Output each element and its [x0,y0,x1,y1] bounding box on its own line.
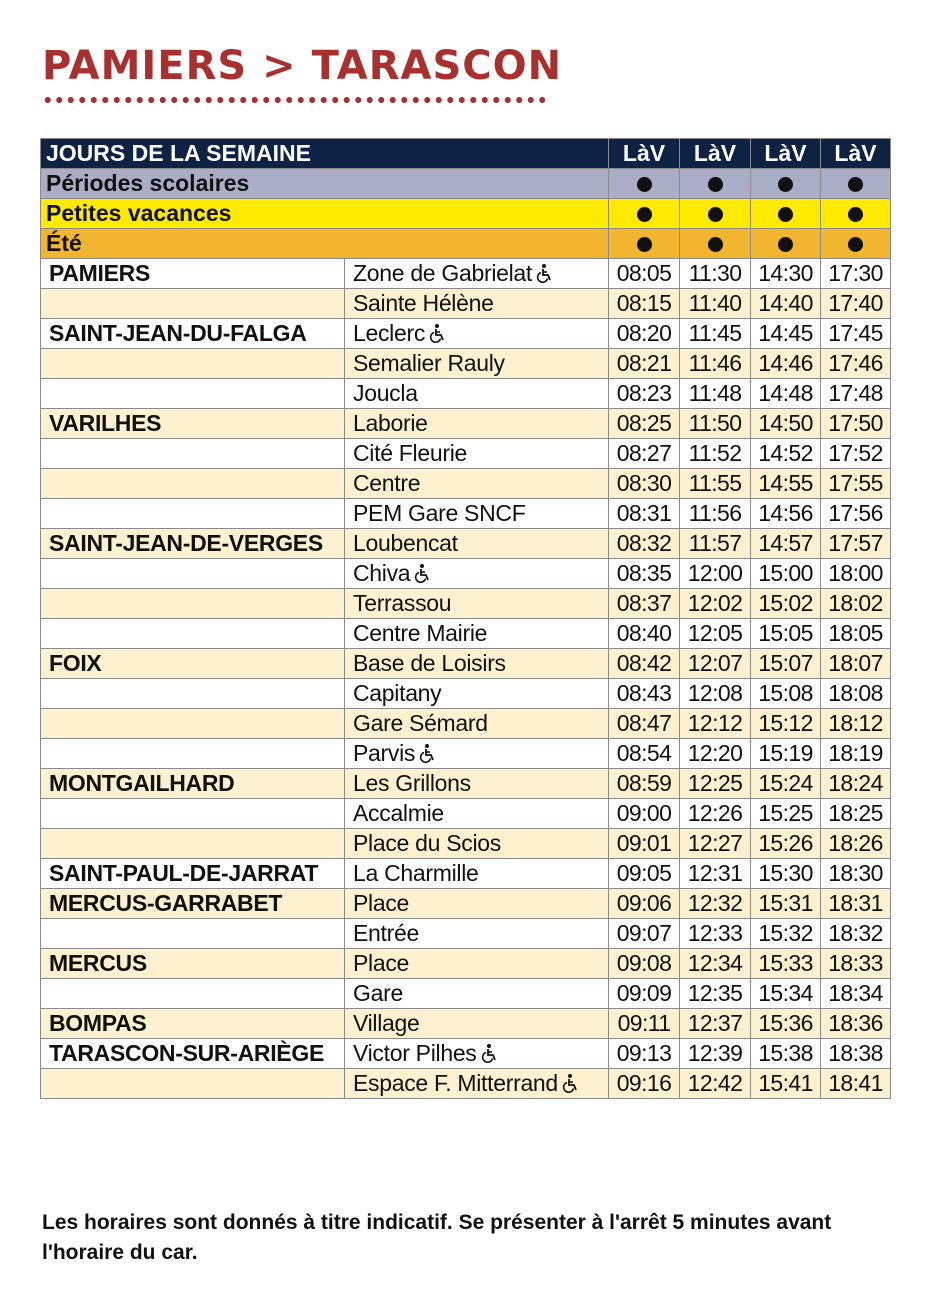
departure-time: 14:45 [751,319,821,349]
city-cell [41,289,345,319]
departure-time: 11:30 [680,259,751,289]
stop-name: Laborie [353,410,428,436]
stop-cell [345,1009,609,1039]
stop-cell [345,499,609,529]
service-dot [609,169,680,199]
departure-time: 18:25 [821,799,891,829]
city-cell: MERCUS-GARRABET [41,889,345,919]
departure-time: 15:36 [751,1009,821,1039]
stop-name: Capitany [353,680,442,706]
departure-time: 11:45 [680,319,751,349]
city-cell: FOIX [41,649,345,679]
stop-cell [345,619,609,649]
stop-name: Entrée [353,920,419,946]
table-row [41,829,891,859]
departure-time: 11:50 [680,409,751,439]
departure-time: 08:37 [609,589,680,619]
period-row-summer [41,229,891,259]
city-cell [41,439,345,469]
service-dot [821,169,891,199]
stop-cell [345,859,609,889]
stop-cell [345,649,609,679]
departure-time: 17:56 [821,499,891,529]
departure-time: 17:46 [821,349,891,379]
departure-time: 11:55 [680,469,751,499]
wheelchair-icon [413,561,433,581]
departure-time: 18:07 [821,649,891,679]
table-row [41,949,891,979]
table-row [41,379,891,409]
service-dot [609,229,680,259]
stop-name: Sainte Hélène [353,290,494,316]
departure-time: 08:15 [609,289,680,319]
departure-time: 17:48 [821,379,891,409]
wheelchair-icon [561,1071,581,1091]
departure-time: 12:26 [680,799,751,829]
departure-time: 14:40 [751,289,821,319]
departure-time: 15:00 [751,559,821,589]
city-cell [41,739,345,769]
service-dot [609,199,680,229]
departure-time: 15:02 [751,589,821,619]
city-cell [41,559,345,589]
departure-time: 15:12 [751,709,821,739]
departure-time: 15:33 [751,949,821,979]
table-row [41,589,891,619]
departure-time: 08:47 [609,709,680,739]
stop-cell [345,259,609,289]
page-title: PAMIERS > TARASCON [42,43,563,89]
departure-time: 09:05 [609,859,680,889]
city-cell [41,829,345,859]
departure-time: 17:30 [821,259,891,289]
departure-time: 09:11 [609,1009,680,1039]
departure-time: 18:30 [821,859,891,889]
departure-time: 09:13 [609,1039,680,1069]
city-cell: SAINT-JEAN-DE-VERGES [41,529,345,559]
table-row [41,439,891,469]
city-cell [41,349,345,379]
departure-time: 18:12 [821,709,891,739]
stop-name: Terrassou [353,590,452,616]
city-cell [41,709,345,739]
stop-name: Chiva [353,560,411,586]
stop-cell [345,739,609,769]
departure-time: 08:35 [609,559,680,589]
departure-time: 12:07 [680,649,751,679]
stop-name: Joucla [353,380,418,406]
table-row [41,979,891,1009]
departure-time: 18:24 [821,769,891,799]
city-cell: BOMPAS [41,1009,345,1039]
departure-time: 08:21 [609,349,680,379]
table-row [41,889,891,919]
departure-time: 14:30 [751,259,821,289]
departure-time: 15:25 [751,799,821,829]
departure-time: 14:52 [751,439,821,469]
departure-time: 11:56 [680,499,751,529]
departure-time: 18:34 [821,979,891,1009]
service-dot [680,169,751,199]
departure-time: 18:31 [821,889,891,919]
departure-time: 08:54 [609,739,680,769]
stop-cell [345,919,609,949]
service-dot [751,229,821,259]
table-row [41,349,891,379]
service-dot [751,199,821,229]
departure-time: 11:40 [680,289,751,319]
departure-time: 17:45 [821,319,891,349]
day-header: LàV [751,139,821,169]
stop-cell [345,439,609,469]
stop-name: Loubencat [353,530,458,556]
departure-time: 15:34 [751,979,821,1009]
stop-name: Leclerc [353,320,426,346]
stop-cell [345,799,609,829]
departure-time: 09:01 [609,829,680,859]
service-dot [751,169,821,199]
departure-time: 15:24 [751,769,821,799]
departure-time: 18:26 [821,829,891,859]
stop-name: Place du Scios [353,830,501,856]
wheelchair-icon [480,1041,500,1061]
table-row [41,739,891,769]
departure-time: 12:33 [680,919,751,949]
departure-time: 08:20 [609,319,680,349]
stop-cell [345,889,609,919]
stop-cell [345,829,609,859]
departure-time: 11:48 [680,379,751,409]
stop-cell [345,589,609,619]
stop-name: Semalier Rauly [353,350,505,376]
timetable [40,138,891,1099]
table-row [41,1039,891,1069]
departure-time: 15:05 [751,619,821,649]
city-cell [41,499,345,529]
departure-time: 14:50 [751,409,821,439]
departure-time: 12:02 [680,589,751,619]
wheelchair-icon [535,261,555,281]
header-row [41,139,891,169]
departure-time: 09:06 [609,889,680,919]
city-cell: MERCUS [41,949,345,979]
departure-time: 18:32 [821,919,891,949]
departure-time: 17:52 [821,439,891,469]
departure-time: 08:42 [609,649,680,679]
period-label: Périodes scolaires [41,169,609,199]
departure-time: 12:34 [680,949,751,979]
stop-name: Gare Sémard [353,710,488,736]
table-row [41,529,891,559]
departure-time: 09:09 [609,979,680,1009]
table-row [41,709,891,739]
departure-time: 12:39 [680,1039,751,1069]
stop-cell [345,289,609,319]
table-row [41,619,891,649]
service-dot [680,229,751,259]
stop-cell [345,319,609,349]
stop-name: Village [353,1010,420,1036]
departure-time: 08:05 [609,259,680,289]
table-row [41,469,891,499]
table-row [41,859,891,889]
departure-time: 11:52 [680,439,751,469]
stop-cell [345,979,609,1009]
stop-cell [345,469,609,499]
stop-cell [345,379,609,409]
table-row [41,289,891,319]
departure-time: 12:00 [680,559,751,589]
day-header: LàV [821,139,891,169]
departure-time: 15:07 [751,649,821,679]
departure-time: 12:35 [680,979,751,1009]
stop-cell [345,1039,609,1069]
departure-time: 08:27 [609,439,680,469]
table-row [41,1009,891,1039]
departure-time: 09:07 [609,919,680,949]
departure-time: 14:48 [751,379,821,409]
departure-time: 15:38 [751,1039,821,1069]
header-label: JOURS DE LA SEMAINE [41,139,609,169]
departure-time: 12:20 [680,739,751,769]
stop-name: Accalmie [353,800,444,826]
departure-time: 15:30 [751,859,821,889]
stop-name: Place [353,890,410,916]
departure-time: 08:40 [609,619,680,649]
departure-time: 12:27 [680,829,751,859]
stop-name: PEM Gare SNCF [353,500,526,526]
service-dot [680,199,751,229]
city-cell [41,469,345,499]
day-header: LàV [680,139,751,169]
city-cell [41,979,345,1009]
departure-time: 09:16 [609,1069,680,1099]
departure-time: 18:38 [821,1039,891,1069]
table-row [41,679,891,709]
departure-time: 14:56 [751,499,821,529]
city-cell [41,589,345,619]
stop-cell [345,679,609,709]
departure-time: 08:30 [609,469,680,499]
wheelchair-icon [418,741,438,761]
stop-cell [345,709,609,739]
departure-time: 08:25 [609,409,680,439]
stop-name: Gare [353,980,403,1006]
departure-time: 18:05 [821,619,891,649]
stop-cell [345,349,609,379]
departure-time: 12:25 [680,769,751,799]
stop-name: Centre [353,470,421,496]
departure-time: 18:36 [821,1009,891,1039]
table-row [41,799,891,829]
table-row [41,1069,891,1099]
day-header: LàV [609,139,680,169]
city-cell: VARILHES [41,409,345,439]
departure-time: 18:08 [821,679,891,709]
departure-time: 18:41 [821,1069,891,1099]
departure-time: 17:57 [821,529,891,559]
table-row [41,259,891,289]
service-dot [821,229,891,259]
departure-time: 17:50 [821,409,891,439]
departure-time: 17:40 [821,289,891,319]
departure-time: 12:32 [680,889,751,919]
period-label: Petites vacances [41,199,609,229]
stop-name: Les Grillons [353,770,471,796]
departure-time: 12:05 [680,619,751,649]
departure-time: 17:55 [821,469,891,499]
departure-time: 18:00 [821,559,891,589]
departure-time: 18:33 [821,949,891,979]
departure-time: 15:32 [751,919,821,949]
city-cell: PAMIERS [41,259,345,289]
table-row [41,409,891,439]
stop-cell [345,769,609,799]
table-row [41,919,891,949]
stop-name: Zone de Gabrielat [353,260,533,286]
departure-time: 08:32 [609,529,680,559]
dotted-underline [42,95,545,105]
stop-cell [345,559,609,589]
departure-time: 12:08 [680,679,751,709]
departure-time: 08:43 [609,679,680,709]
stop-cell [345,529,609,559]
table-row [41,319,891,349]
stop-name: Parvis [353,740,416,766]
stop-name: La Charmille [353,860,479,886]
stop-cell [345,949,609,979]
city-cell: SAINT-JEAN-DU-FALGA [41,319,345,349]
period-row-school [41,169,891,199]
stop-name: Espace F. Mitterrand [353,1070,558,1096]
stop-name: Base de Loisirs [353,650,506,676]
departure-time: 08:59 [609,769,680,799]
departure-time: 12:42 [680,1069,751,1099]
stop-cell [345,1069,609,1099]
departure-time: 15:41 [751,1069,821,1099]
city-cell [41,679,345,709]
city-cell: SAINT-PAUL-DE-JARRAT [41,859,345,889]
stop-name: Place [353,950,410,976]
table-row [41,499,891,529]
service-dot [821,199,891,229]
departure-time: 09:08 [609,949,680,979]
departure-time: 09:00 [609,799,680,829]
departure-time: 15:08 [751,679,821,709]
table-row [41,649,891,679]
departure-time: 11:46 [680,349,751,379]
city-cell [41,619,345,649]
city-cell: MONTGAILHARD [41,769,345,799]
departure-time: 08:31 [609,499,680,529]
departure-time: 11:57 [680,529,751,559]
wheelchair-icon [428,321,448,341]
city-cell [41,919,345,949]
departure-time: 08:23 [609,379,680,409]
stop-name: Victor Pilhes [353,1040,477,1066]
departure-time: 15:31 [751,889,821,919]
stop-name: Cité Fleurie [353,440,467,466]
departure-time: 14:46 [751,349,821,379]
disclaimer-note: Les horaires sont donnés à titre indicatif. Se présenter à l'arrêt 5 minutes avant l'horaire du car. [42,1211,832,1264]
table-row [41,559,891,589]
departure-time: 18:02 [821,589,891,619]
city-cell: TARASCON-SUR-ARIÈGE [41,1039,345,1069]
departure-time: 14:55 [751,469,821,499]
departure-time: 15:26 [751,829,821,859]
period-label: Été [41,229,609,259]
city-cell [41,799,345,829]
departure-time: 12:37 [680,1009,751,1039]
departure-time: 18:19 [821,739,891,769]
stop-cell [345,409,609,439]
departure-time: 12:31 [680,859,751,889]
city-cell [41,379,345,409]
city-cell [41,1069,345,1099]
period-row-short-holidays [41,199,891,229]
departure-time: 12:12 [680,709,751,739]
departure-time: 14:57 [751,529,821,559]
stop-name: Centre Mairie [353,620,488,646]
table-row [41,769,891,799]
departure-time: 15:19 [751,739,821,769]
